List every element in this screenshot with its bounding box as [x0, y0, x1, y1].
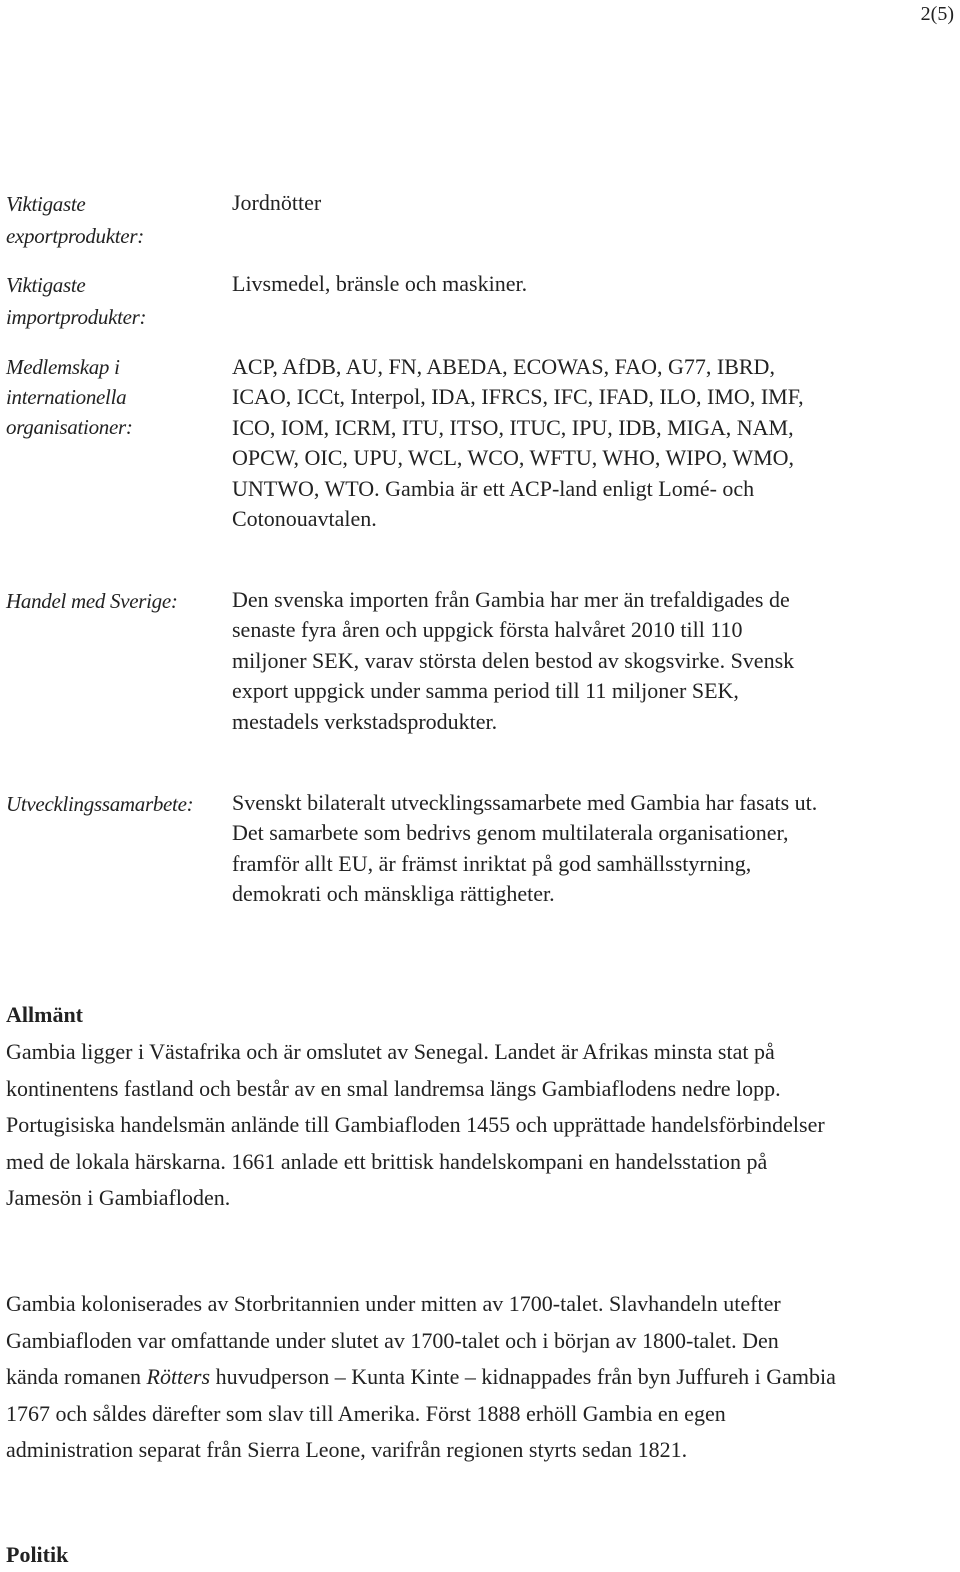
general-paragraph-2 [6, 1286, 836, 1469]
general-paragraph-1: Gambia ligger i Västafrika och är omslutet av Senegal. Landet är Afrikas minsta stat på kontinentens fastland och består av en smal landremsa längs Gambiaflodens nedre lopp. Portugisiska handelsmän anlände till Gambiafloden 1455 och upprättade handelsförbindelser med de lokala härskarna. 1661 anlade ett brittisk handelskompani en handelsstation på Jamesön i Gambiafloden. [6, 1039, 825, 1210]
fact-value-development: Svenskt bilateralt utvecklingssamarbete med Gambia har fasats ut. Det samarbete som bedrivs genom multilaterala organisationer, framför allt EU, är främst inriktat på god samhällsstyrning, demokrati och mänskliga rättigheter. [232, 790, 818, 907]
fact-value-memberships: ACP, AfDB, AU, FN, ABEDA, ECOWAS, FAO, G77, IBRD, ICAO, ICCt, Interpol, IDA, IFRCS, IFC, IFAD, ILO, IMO, IMF, ICO, IOM, ICRM, ITU, ITSO, ITUC, IPU, IDB, MIGA, NAM, OPCW, OIC, UPU, WCL, WCO, WFTU, WHO, WIPO, WMO, UNTWO, WTO. Gambia är ett ACP-land enligt Lomé- och Cotonouavtalen. [232, 354, 804, 532]
fact-label-import: Viktigaste importprodukter: [6, 273, 147, 329]
fact-label-memberships: Medlemskap i internationella organisationer: [6, 355, 133, 439]
page-number: 2(5) [920, 3, 954, 25]
fact-value-import: Livsmedel, bränsle och maskiner. [232, 271, 528, 296]
novel-title: Rötters [146, 1364, 211, 1389]
paragraph-2-text-end: huvudperson – Kunta Kinte – kidnappades från byn Juffureh i Gambia 1767 och såldes därefter som slav till Amerika. Först 1888 erhöll Gambia en egen administration separat från Sierra Leone, varifrån regionen styrts sedan 1821. [6, 1364, 836, 1462]
fact-value-export: Jordnötter [232, 190, 322, 215]
fact-label-export: Viktigaste exportprodukter: [6, 192, 144, 248]
paragraph-2-text-start: Gambia koloniserades av Storbritannien under mitten av 1700-talet. Slavhandeln utefter Gambiafloden var omfattande under slutet av 1700-talet och i början av 1800-talet. Den kända romanen [6, 1291, 781, 1389]
fact-value-trade-sweden: Den svenska importen från Gambia har mer än trefaldigades de senaste fyra åren och uppgick första halvåret 2010 till 110 miljoner SEK, varav största delen bestod av skogsvirke. Svensk export uppgick under samma period till 11 miljoner SEK, mestadels verkstadsprodukter. [232, 587, 795, 734]
section-heading-politics: Politik [6, 1542, 69, 1567]
fact-label-development: Utvecklingssamarbete: [6, 792, 194, 816]
section-heading-general: Allmänt [6, 1002, 83, 1027]
fact-label-trade-sweden: Handel med Sverige: [6, 589, 178, 613]
